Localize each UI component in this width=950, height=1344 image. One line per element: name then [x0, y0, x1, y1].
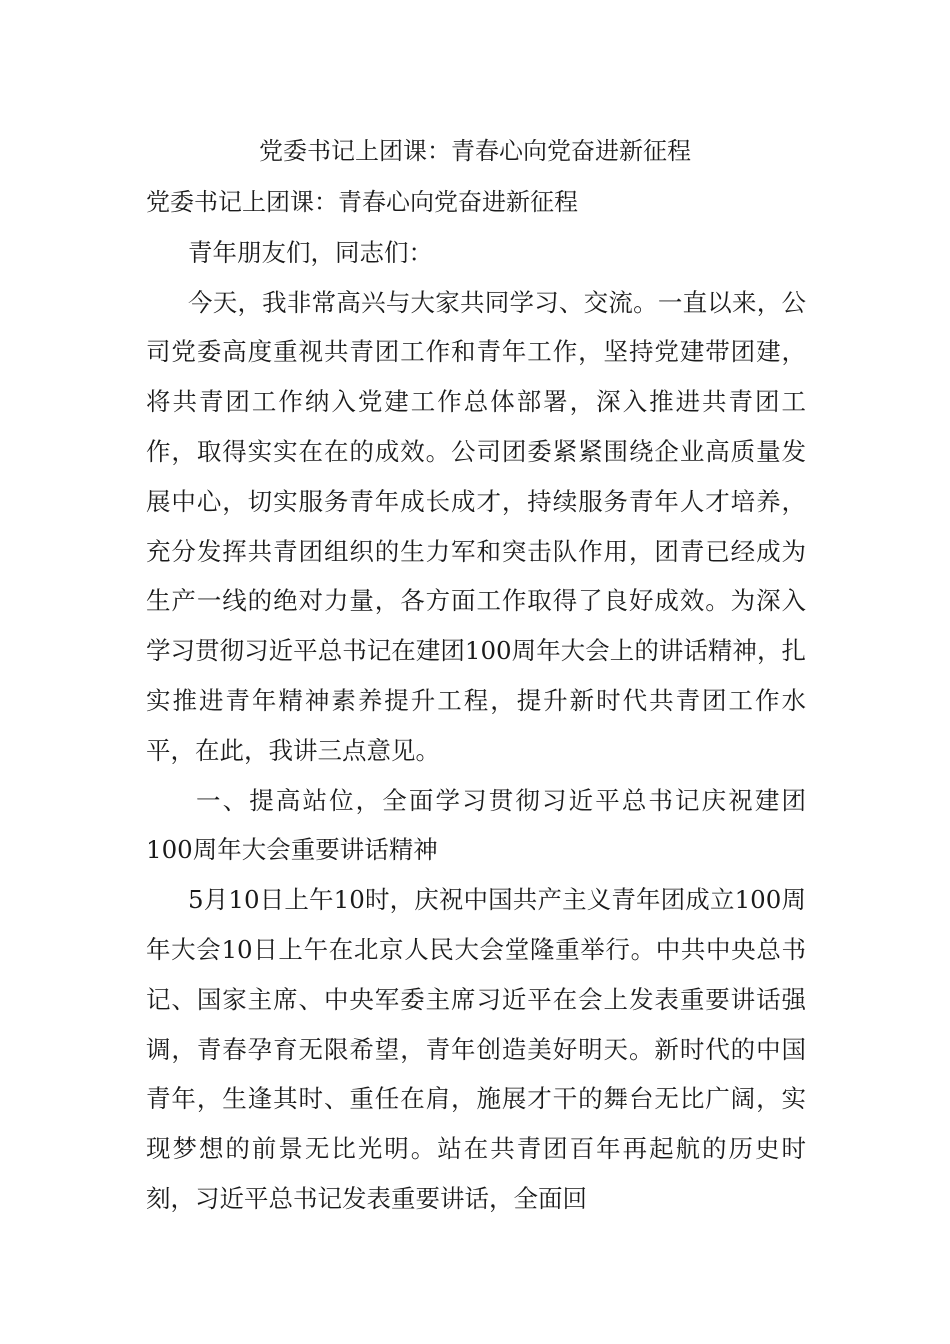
salutation: 青年朋友们，同志们： [188, 237, 433, 267]
body-paragraph: 5月10日上午10时，庆祝中国共产主义青年团成立100周年大会10日上午在北京人民大会堂隆重举行。中共中央总书记、国家主席、中央军委主席习近平在会上发表重要讲话强调，青春孕育无限希望，青年创造美好明天。新时代的中国青年，生逢其时、重任在肩，施展才干的舞台无比广阔，实现梦想的前景无比光明。站在共青团百年再起航的历史时刻，习近平总书记发表重要讲话，全面回 [146, 885, 806, 1213]
body-paragraph: 今天，我非常高兴与大家共同学习、交流。一直以来，公司党委高度重视共青团工作和青年工作，坚持党建带团建，将共青团工作纳入党建工作总体部署，深入推进共青团工作，取得实实在在的成效。公司团委紧紧围绕企业高质量发展中心，切实服务青年成长成才，持续服务青年人才培养，充分发挥共青团组织的生力军和突击队作用，团青已经成为生产一线的绝对力量，各方面工作取得了良好成效。为深入学习贯彻习近平总书记在建团100周年大会上的讲话精神，扎实推进青年精神素养提升工程，提升新时代共青团工作水平，在此，我讲三点意见。 [146, 287, 806, 765]
document-title: 党委书记上团课：青春心向党奋进新征程 [259, 137, 691, 165]
section-heading: 一、提高站位，全面学习贯彻习近平总书记庆祝建团100周年大会重要讲话精神 [146, 785, 806, 865]
document-subtitle: 党委书记上团课：青春心向党奋进新征程 [146, 188, 578, 216]
document-body [146, 178, 806, 1224]
